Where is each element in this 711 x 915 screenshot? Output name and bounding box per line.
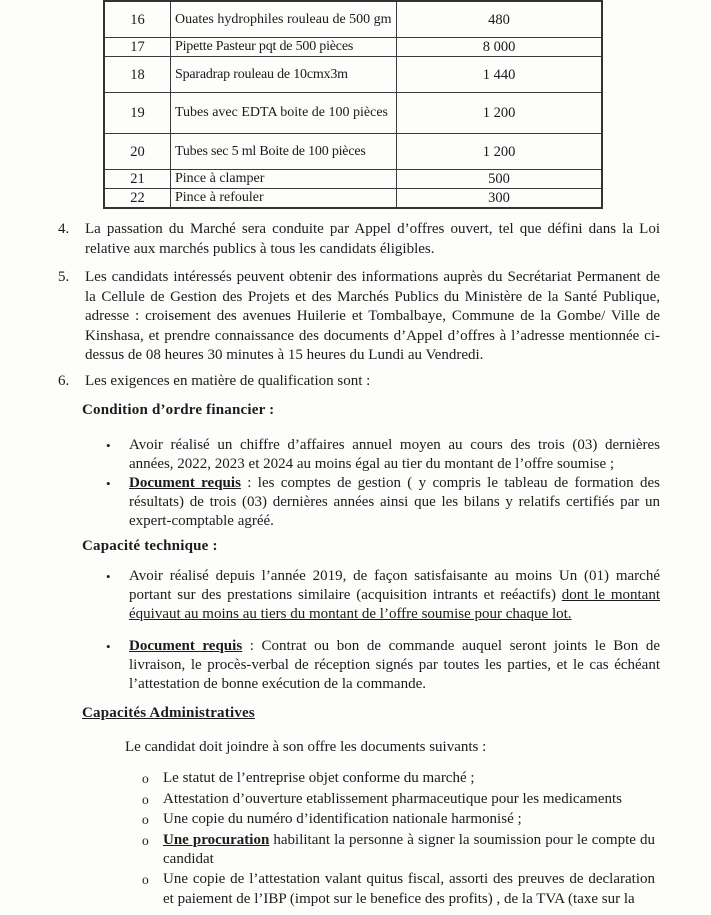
admin-doc-text: Une copie du numéro d’identification nationale harmonisé ; bbox=[163, 811, 522, 827]
paragraph-4 bbox=[0, 220, 711, 259]
paragraph-5 bbox=[0, 268, 711, 366]
bullet-icon: • bbox=[106, 475, 111, 491]
item-qty-cell: 1 200 bbox=[397, 93, 603, 134]
item-qty-cell: 300 bbox=[397, 189, 603, 209]
paragraph-number: 5. bbox=[58, 269, 70, 285]
item-desc-cell: Tubes avec EDTA boite de 100 pièces bbox=[171, 93, 397, 134]
heading-technical-capacity: Capacité technique : bbox=[82, 537, 218, 554]
administrative-intro: Le candidat doit joindre à son offre les documents suivants : bbox=[125, 738, 487, 755]
technical-bullet-2 bbox=[0, 637, 711, 694]
paragraph-number: 4. bbox=[58, 221, 70, 237]
item-desc-cell: Pince à refouler bbox=[171, 189, 397, 209]
heading-administrative-capacities: Capacités Administratives bbox=[82, 705, 255, 721]
admin-doc-text: Une copie de l’attestation valant quitus fiscal, assorti des preuves de declaration et paiement de l’IBP (impot sur le benefice des profits) , de la TVA (taxe sur la bbox=[163, 871, 655, 907]
circle-bullet-icon: o bbox=[142, 832, 149, 848]
financial-bullet-2 bbox=[0, 474, 711, 531]
admin-doc-text: Le statut de l’entreprise objet conforme du marché ; bbox=[163, 770, 475, 786]
admin-doc-item bbox=[0, 810, 711, 830]
paragraph-number: 6. bbox=[58, 372, 70, 389]
item-no-cell: 22 bbox=[104, 189, 171, 209]
item-qty-cell: 1 200 bbox=[397, 134, 603, 170]
item-qty-cell: 500 bbox=[397, 170, 603, 189]
circle-bullet-icon: o bbox=[142, 771, 149, 786]
item-desc-cell: Ouates hydrophiles rouleau de 500 gm bbox=[171, 1, 397, 38]
paragraph-text: La passation du Marché sera conduite par Appel d’offres ouvert, tel que défini dans la Loi relative aux marchés publics à tous les candidats éligibles. bbox=[85, 221, 660, 257]
technical-bullet-1 bbox=[0, 567, 711, 624]
item-no-cell: 21 bbox=[104, 170, 171, 189]
bullet-text bbox=[129, 567, 660, 624]
bullet-icon: • bbox=[106, 569, 111, 584]
item-desc-cell: Sparadrap rouleau de 10cmx3m bbox=[171, 57, 397, 93]
item-no-cell: 17 bbox=[104, 38, 171, 57]
document-requis-label: Document requis bbox=[129, 638, 243, 654]
item-desc-cell: Tubes sec 5 ml Boite de 100 pièces bbox=[171, 134, 397, 170]
document-requis-label: Document requis bbox=[129, 474, 241, 491]
bullet-icon: • bbox=[106, 639, 111, 654]
item-qty-cell: 480 bbox=[397, 1, 603, 38]
bullet-icon: • bbox=[106, 437, 111, 453]
admin-doc-text: Attestation d’ouverture etablissement pharmaceutique pour les medicaments bbox=[163, 790, 623, 807]
admin-doc-item bbox=[0, 870, 711, 909]
paragraph-text: Les exigences en matière de qualification sont : bbox=[85, 372, 371, 389]
bullet-text-rest: : les comptes de gestion ( y compris le tableau de formation des résultats) de trois (03) dernières années ainsi que les bilans y relatifs certifiés par un expert-comptable agréé. bbox=[129, 474, 660, 529]
underlined-clause: dont le montant équivaut au moins au tiers du montant de l’offre soumise pour chaque lot. bbox=[129, 587, 661, 622]
admin-doc-item bbox=[0, 790, 711, 810]
paragraph-6 bbox=[0, 372, 711, 392]
admin-doc-item bbox=[0, 769, 711, 789]
item-no-cell: 19 bbox=[104, 93, 171, 134]
circle-bullet-icon: o bbox=[142, 791, 149, 807]
bullet-text-plain: Avoir réalisé depuis l’année 2019, de façon satisfaisante au moins Un (01) marché portant sur des prestations similaire (acquisition intrants et reéactifs) bbox=[129, 568, 660, 603]
item-no-cell: 18 bbox=[104, 57, 171, 93]
item-qty-cell: 8 000 bbox=[397, 38, 603, 57]
item-desc-cell: Pipette Pasteur pqt de 500 pièces bbox=[171, 38, 397, 57]
item-no-cell: 20 bbox=[104, 134, 171, 170]
item-no-cell: 16 bbox=[104, 1, 171, 38]
bullet-text bbox=[129, 637, 660, 694]
admin-doc-text bbox=[163, 831, 655, 870]
paragraph-text: Les candidats intéressés peuvent obtenir des informations auprès du Secrétariat Permanent de la Cellule de Gestion des Projets et des Marchés Publics du Ministère de la Santé Publique, adresse : croisement des avenues Huilerie et Tombalbaye, Commune de la Gombe/ Ville de Kinshasa, et prendre connaissance des documents d’Appel d’offres à l’adresse mentionnée ci-dessus de 08 heures 30 minutes à 15 heures du Lundi au Vendredi. bbox=[85, 269, 660, 363]
item-desc-cell: Pince à clamper bbox=[171, 170, 397, 189]
item-qty-cell: 1 440 bbox=[397, 57, 603, 93]
financial-bullet-1 bbox=[0, 436, 711, 474]
bullet-text bbox=[129, 474, 660, 531]
heading-financial-condition: Condition d’ordre financier : bbox=[82, 402, 275, 418]
bullet-text-rest: : Contrat ou bon de commande auquel seront joints le Bon de livraison, le procès-verbal de réception signés par toutes les parties, et le cas échéant l’attestation de bonne exécution de la commande. bbox=[129, 638, 660, 692]
admin-doc-text-rest: habilitant la personne à signer la soumission pour le compte du candidat bbox=[163, 831, 655, 867]
admin-doc-item bbox=[0, 831, 711, 870]
bullet-text: Avoir réalisé un chiffre d’affaires annuel moyen au cours des trois (03) dernières années, 2022, 2023 et 2024 au moins égal au tier du montant de l’offre soumise ; bbox=[129, 436, 660, 472]
circle-bullet-icon: o bbox=[142, 812, 149, 827]
circle-bullet-icon: o bbox=[142, 872, 149, 887]
procuration-label: Une procuration bbox=[163, 831, 270, 848]
